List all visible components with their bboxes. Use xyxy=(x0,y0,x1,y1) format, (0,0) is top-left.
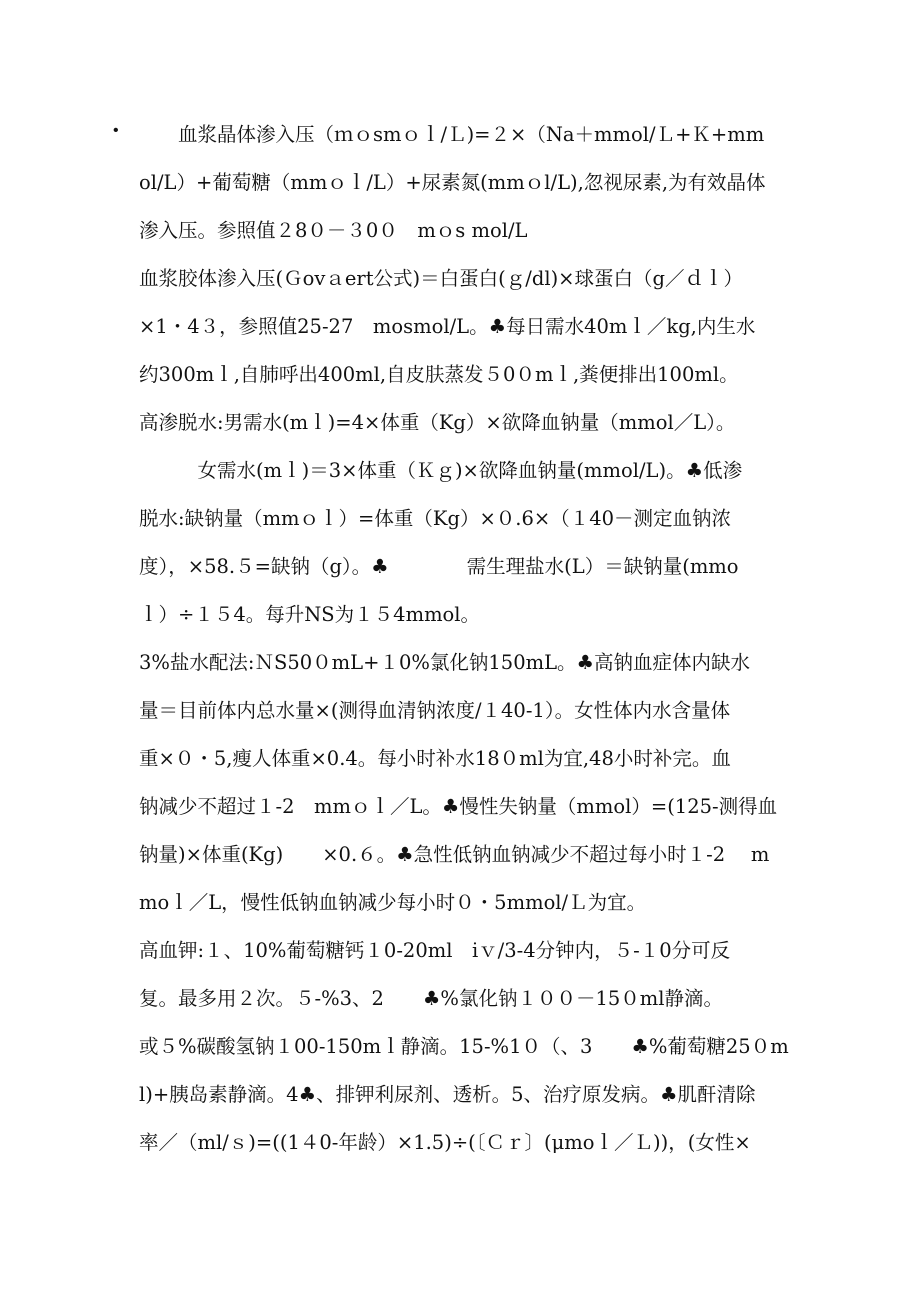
text-line: 血浆晶体渗入压（ｍｏsmｏｌ/Ｌ)=２×（Na＋mmol/Ｌ+Ｋ+mm xyxy=(139,123,765,146)
text-line: 率／（ml/ｓ)=((1４0-年龄）×1.5)÷(〔Ｃｒ〕(μmoｌ／Ｌ))，(女性× xyxy=(139,1131,751,1154)
text-line: 血浆胶体渗入压(Ｇovａert公式)＝白蛋白(ｇ/dl)×球蛋白（g／ｄｌ） xyxy=(139,267,743,290)
text-line: 3%盐水配法:ＮS50０mL+１0%氯化钠150mL。♣高钠血症体内缺水 xyxy=(139,651,751,674)
text-line: 重×０・5,瘦人体重×0.4。每小时补水18０ml为宜,48小时补完。血 xyxy=(139,747,731,770)
text-line: 复。最多用２次。５-%3、2 ♣%氯化钠１００－15０ml静滴。 xyxy=(139,987,723,1010)
text-line: 量＝目前体内总水量×(测得血清钠浓度/１40-1）。女性体内水含量体 xyxy=(139,699,731,722)
text-line: 高血钾:１、10%葡萄糖钙１0-20ml iｖ/3-4分钟内，５-１0分可反 xyxy=(139,939,731,962)
text-line: 女需水(mｌ)＝3×体重（Ｋｇ)×欲降血钠量(mmol/L)。♣低渗 xyxy=(139,459,743,482)
text-line: ｌ）÷１５4。每升NS为１５4mmol。 xyxy=(139,603,481,626)
text-line: 钠减少不超过１-2 mmｏｌ／L。♣慢性失钠量（mmol）=(125-测得血 xyxy=(139,795,778,818)
text-line: 度），×58.５=缺钠（g）。♣ 需生理盐水(L）＝缺钠量(mmo xyxy=(139,555,739,578)
text-line: 约300mｌ,自肺呼出400ml,自皮肤蒸发５0０mｌ,粪便排出100ml。 xyxy=(139,363,739,386)
text-line: 钠量)×体重(Kg) ×0.６。♣急性低钠血钠减少不超过每小时１-2 m xyxy=(139,843,770,866)
text-line: 高渗脱水:男需水(mｌ)=4×体重（Kg）×欲降血钠量（mmol／L）。 xyxy=(139,411,736,434)
text-line: 或５%碳酸氢钠１00-150mｌ静滴。15-%1０（、3 ♣%葡萄糖25０m xyxy=(139,1035,789,1058)
bullet-marker: • xyxy=(113,122,119,139)
text-line: ol/L）+葡萄糖（mmｏｌ/L）+尿素氮(mmｏl/L),忽视尿素,为有效晶体 xyxy=(139,171,766,194)
text-line: 脱水:缺钠量（mmｏｌ）=体重（Kg）×０.6×（１40－测定血钠浓 xyxy=(139,507,732,530)
text-line: moｌ／L，慢性低钠血钠减少每小时０・5mmol/Ｌ为宜。 xyxy=(139,891,647,914)
text-line: 渗入压。参照值２8０－３0０ mｏs mol/L xyxy=(139,219,528,242)
text-line: l)+胰岛素静滴。4♣、排钾利尿剂、透析。5、治疗原发病。♣肌酐清除 xyxy=(139,1083,756,1106)
text-line: ×1・4３，参照值25-27 mosmol/L。♣每日需水40mｌ／kg,内生水 xyxy=(139,315,756,338)
